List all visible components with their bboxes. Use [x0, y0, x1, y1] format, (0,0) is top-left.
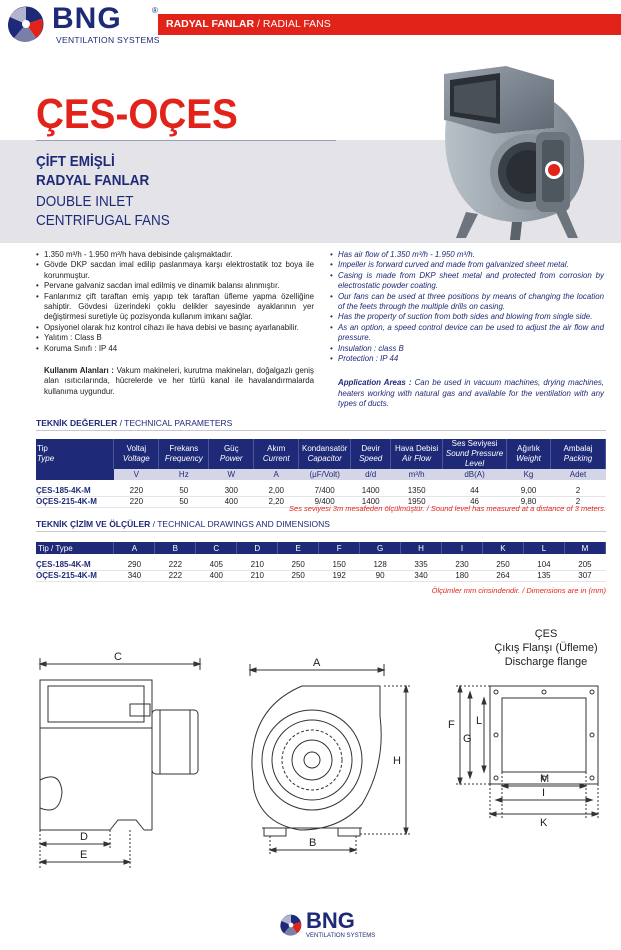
col-frequency: Frekans Frequency — [159, 439, 209, 469]
col-voltage: Voltaj Voltage — [114, 439, 159, 469]
unit-cell: V — [114, 469, 159, 480]
dim-label-k: K — [540, 817, 548, 829]
dim-label-l: L — [476, 715, 483, 727]
col-power: Güç Power — [209, 439, 254, 469]
dimensions-divider — [36, 531, 606, 532]
table-row: ÇES-185-4K-M 290 222 405 210 250 150 128 335 230 250 104 205 — [36, 560, 606, 571]
col-type: Tip Type — [36, 439, 114, 469]
brand-registered-mark: ® — [152, 6, 158, 15]
unit-cell: (μF/Volt) — [299, 469, 351, 480]
tech-params-table — [36, 439, 606, 508]
dim-label-g: G — [463, 733, 472, 745]
flange-title-tr: Çıkış Flanşı (Üfleme) — [494, 642, 598, 654]
dim-col-header: D — [237, 542, 278, 554]
features-en-item: • Has air flow of 1.350 m³/h - 1.950 m³/h. — [330, 250, 604, 260]
footer-brand-tagline: VENTILATION SYSTEMS — [306, 933, 376, 939]
dim-col-header: H — [401, 542, 442, 554]
dimensions-heading-tr: TEKNİK ÇİZİM VE ÖLÇÜLER — [36, 519, 151, 529]
dim-col-header: E — [278, 542, 319, 554]
category-text — [166, 18, 331, 30]
flange-title-model: ÇES — [534, 628, 558, 640]
unit-cell: A — [254, 469, 299, 480]
subtitle-tr-line2: RADYAL FANLAR — [36, 172, 150, 189]
dim-label-b: B — [309, 837, 317, 849]
brand-name: BNG — [52, 2, 122, 35]
discharge-flange-drawing — [456, 686, 598, 820]
features-en-item: • Our fans can be used at three positions by means of changing the location of the feets through the multiple drills on casing. — [330, 292, 604, 313]
side-view-drawing — [40, 658, 200, 868]
title-divider — [36, 140, 336, 141]
unit-cell: W — [209, 469, 254, 480]
category-separator: / — [254, 18, 263, 30]
category-bar — [158, 14, 621, 35]
dim-label-d: D — [80, 831, 88, 843]
unit-cell: dB(A) — [443, 469, 507, 480]
dim-label-c: C — [114, 651, 122, 663]
flange-title — [476, 627, 616, 669]
dim-label-e: E — [80, 849, 88, 861]
dim-col-header: A — [114, 542, 155, 554]
table-row: ÇES-185-4K-M 220 50 300 2,00 7/400 1400 1350 44 9,00 2 — [36, 486, 606, 497]
col-capacitor: Kondansatör Capacitor — [299, 439, 351, 469]
unit-cell — [36, 469, 114, 480]
features-en-item: • Has the property of suction from both sides and blowing from single side. — [330, 312, 604, 322]
dim-label-i: I — [542, 787, 546, 799]
dim-label-m: M — [540, 773, 550, 785]
features-tr-item: • Koruma Sınıfı : IP 44 — [36, 344, 314, 354]
dim-col-header: L — [523, 542, 564, 554]
table-row: OÇES-215-4K-M 220 50 400 2,20 9/400 1400 1950 46 9,80 2 — [36, 497, 606, 508]
dim-col-header: K — [483, 542, 524, 554]
footer-brand-name: BNG — [306, 908, 355, 933]
tech-params-heading-tr: TEKNİK DEĞERLER — [36, 418, 118, 428]
sound-level-note: Ses seviyesi 3m mesafeden ölçülmüştür. / Sound level has measured at a distance of 3 meters. — [289, 504, 606, 513]
col-packing: Ambalaj Packing — [550, 439, 605, 469]
page-header — [0, 0, 621, 48]
subtitle-en — [36, 192, 170, 230]
dim-label-f: F — [448, 719, 455, 731]
features-tr-list — [36, 250, 314, 354]
dimensions-unit-note: Ölçümler mm cinsindendir. / Dimensions are in (mm) — [431, 586, 606, 595]
dim-col-header: G — [360, 542, 401, 554]
unit-cell: Adet — [550, 469, 605, 480]
product-fan-image — [436, 62, 606, 242]
dim-col-header: I — [442, 542, 483, 554]
tech-params-divider — [36, 430, 606, 431]
footer-logo-icon — [278, 912, 304, 938]
application-areas-en — [330, 378, 604, 409]
col-sound-level: Ses Seviyesi Sound Pressure Level — [443, 439, 507, 469]
dimensions-header-row — [36, 542, 606, 554]
features-en-item: • Protection : IP 44 — [330, 354, 604, 364]
dimensions-table — [36, 542, 606, 582]
unit-cell: Hz — [159, 469, 209, 480]
dim-label-a: A — [313, 657, 321, 669]
features-tr-item: • Pervane galvaniz sacdan imal edilmiş ve dinamik balansı alınmıştır. — [36, 281, 314, 291]
col-current: Akım Current — [254, 439, 299, 469]
subtitle-en-line1: DOUBLE INLET — [36, 193, 134, 210]
features-tr-item: • Gövde DKP sacdan imal edilip paslanmaya karşı elektrostatik toz boya ile korunmuştur. — [36, 260, 314, 281]
features-tr-item: • 1.350 m³/h - 1.950 m³/h hava debisinde çalışmaktadır. — [36, 250, 314, 260]
col-air-flow: Hava Debisi Air Flow — [391, 439, 443, 469]
features-tr-item: • Opsiyonel olarak hız kontrol cihazı ile hava debisi ve basınç ayarlanabilir. — [36, 323, 314, 333]
brand-tagline: VENTILATION SYSTEMS — [56, 35, 160, 45]
dim-col-header: Tip / Type — [36, 542, 114, 554]
application-areas-en-text: Can be used in vacuum machines, drying machines, heaters working with natural gas and available for the ventilation with any types of ducts. — [338, 378, 604, 409]
usage-areas-tr-text: Vakum makineleri, kurutma makineları, doğalgazlı geniş alan ısıtıcılarında, hücrelerde ve her türlü kanal ile havalandırmalarda kullanıma uygundur. — [44, 366, 314, 396]
table-row: OÇES-215-4K-M 340 222 400 210 250 192 90 340 180 264 135 307 — [36, 571, 606, 582]
unit-cell: d/d — [351, 469, 391, 480]
category-tr: RADYAL FANLAR — [166, 18, 255, 30]
dimensions-heading-en: TECHNICAL DRAWINGS AND DIMENSIONS — [157, 519, 330, 529]
subtitle-tr-line1: ÇİFT EMİŞLİ — [36, 153, 115, 170]
dim-col-header: F — [319, 542, 360, 554]
unit-cell: Kg — [507, 469, 551, 480]
features-en-item: • Casing is made from DKP sheet metal and protected from corrosion by electrostatic powder coating. — [330, 271, 604, 292]
subtitle-tr — [36, 152, 149, 190]
features-tr-item: • Yalıtım : Class B — [36, 333, 314, 343]
unit-cell: m³/h — [391, 469, 443, 480]
dimensions-heading: TEKNİK ÇİZİM VE ÖLÇÜLER / TECHNICAL DRAWINGS AND DIMENSIONS — [36, 519, 330, 529]
dim-col-header: B — [155, 542, 196, 554]
application-areas-en-label: Application Areas : — [338, 378, 412, 388]
tech-params-heading: TEKNİK DEĞERLER / TECHNICAL PARAMETERS — [36, 418, 233, 428]
subtitle-en-line2: CENTRIFUGAL FANS — [36, 212, 170, 229]
flange-title-en: Discharge flange — [504, 656, 588, 668]
dim-col-header: C — [196, 542, 237, 554]
usage-areas-tr-label: Kullanım Alanları : — [44, 366, 114, 376]
usage-areas-tr — [36, 366, 314, 397]
tech-params-heading-en: TECHNICAL PARAMETERS — [124, 418, 233, 428]
category-en: RADIAL FANS — [262, 18, 331, 30]
page-title: ÇES-OÇES — [36, 90, 238, 137]
dim-col-header: M — [564, 542, 605, 554]
front-view-drawing — [250, 664, 412, 856]
features-en-item: • Impeller is forward curved and made from galvanized sheet metal. — [330, 260, 604, 270]
dim-label-h: H — [393, 755, 401, 767]
features-english — [330, 250, 604, 410]
features-en-item: • As an option, a speed control device can be used to adjust the air flow and pressure. — [330, 323, 604, 344]
col-speed: Devir Speed — [351, 439, 391, 469]
features-turkish — [36, 250, 314, 397]
tech-params-units-row — [36, 469, 606, 480]
features-tr-item: • Fanlarımız çift taraftan emiş yapıp tek taraftan üfleme yapma özelliğine sahiptir. Gövdesi üzerindeki çoklu delikler sayesinde ayaklarının yer değiştirmesi suretiyle üç pozisyonda kullanım imkanı sağlar. — [36, 292, 314, 323]
features-en-list — [330, 250, 604, 364]
tech-params-header-row — [36, 439, 606, 469]
bng-logo-icon — [4, 5, 48, 43]
col-weight: Ağırlık Weight — [507, 439, 551, 469]
features-en-item: • Insulation : class B — [330, 344, 604, 354]
